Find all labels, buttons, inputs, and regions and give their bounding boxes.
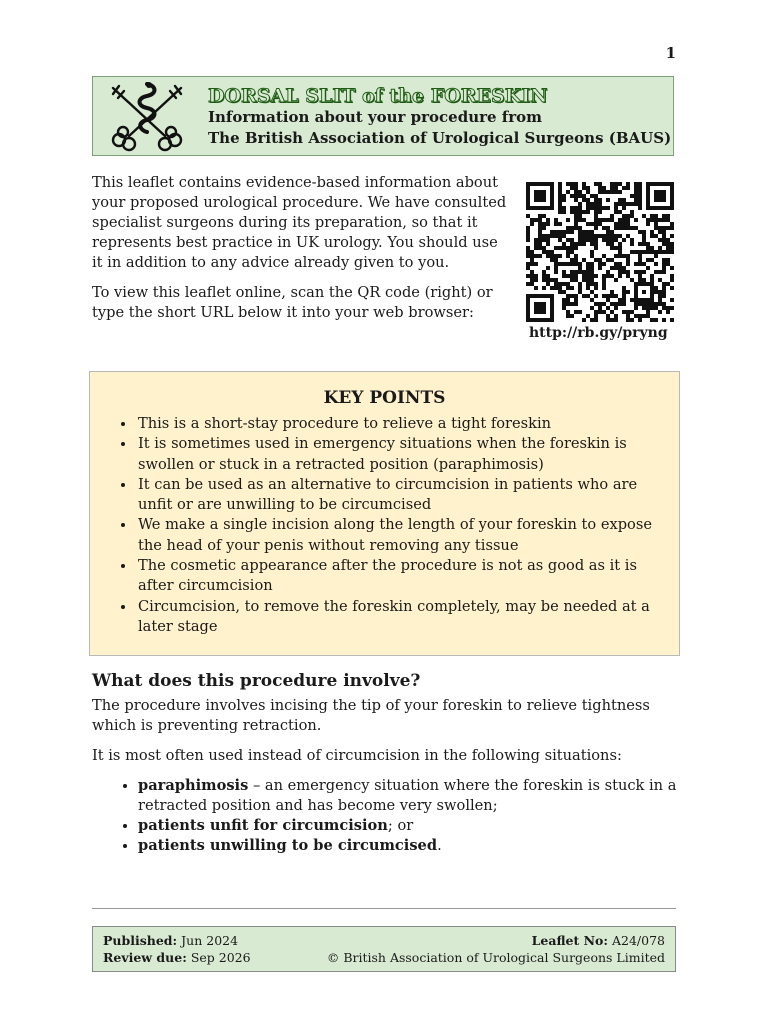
key-point-item: • It is sometimes used in emergency situations when the foreskin is swollen or stuck in a retracted position (paraphimosis) — [136, 434, 659, 475]
situation-description: . — [437, 837, 442, 854]
review-date: Sep 2026 — [190, 950, 251, 965]
key-point-item: • We make a single incision along the length of your foreskin to expose the head of your penis without removing any tissue — [136, 515, 659, 556]
short-url-link[interactable]: http://rb.gy/pryng — [529, 325, 668, 341]
intro-paragraph-1: This leaflet contains evidence-based information about your proposed urological procedure. We have consulted specialist surgeons during its preparation, so that it represents best practice in UK urology. You should use it in addition to any advice already given to you. — [92, 174, 507, 271]
document-title: DORSAL SLIT of the FORESKIN — [208, 85, 548, 107]
situation-description: ; or — [387, 817, 414, 834]
review-label: Review due: — [103, 950, 187, 965]
situations-list — [92, 776, 682, 856]
situation-term: paraphimosis — [138, 777, 249, 794]
situation-item — [138, 836, 682, 856]
key-points-list — [90, 414, 679, 637]
key-point-item: • The cosmetic appearance after the procedure is not as good as it is after circumcision — [136, 556, 659, 597]
intro-paragraph-2: To view this leaflet online, scan the QR code (right) or type the short URL below it into your web browser: — [92, 284, 493, 321]
footer-dates — [103, 932, 251, 966]
section-heading: What does this procedure involve? — [92, 671, 421, 691]
situation-item — [138, 776, 682, 816]
document-subtitle-line1: Information about your procedure from — [208, 108, 543, 126]
section-paragraph-1: The procedure involves incising the tip of your foreskin to relieve tightness which is preventing retraction. — [92, 697, 650, 734]
qr-code-icon[interactable] — [526, 182, 674, 322]
baus-logo-icon — [105, 80, 189, 152]
situation-term: patients unfit for circumcision — [138, 817, 388, 834]
published-date: Jun 2024 — [181, 933, 239, 948]
key-point-item: • It can be used as an alternative to circumcision in patients who are unfit or are unwilling to be circumcised — [136, 475, 659, 516]
footer-leaflet-info — [327, 932, 665, 966]
header-banner — [92, 76, 674, 156]
situation-item — [138, 816, 682, 836]
situation-term: patients unwilling to be circumcised — [138, 837, 438, 854]
footer-divider — [92, 908, 676, 909]
copyright-notice: © British Association of Urological Surgeons Limited — [326, 950, 665, 965]
document-subtitle-line2: The British Association of Urological Surgeons (BAUS) — [208, 129, 672, 147]
page-number: 1 — [665, 44, 676, 62]
footer-box — [92, 926, 676, 972]
section-paragraph-2: It is most often used instead of circumcision in the following situations: — [92, 747, 622, 764]
key-point-item: • Circumcision, to remove the foreskin completely, may be needed at a later stage — [136, 597, 659, 638]
published-label: Published: — [103, 933, 178, 948]
situation-description: – an emergency situation where the foreskin is stuck in a retracted position and has become very swollen; — [138, 777, 677, 814]
key-points-box — [89, 371, 680, 656]
leaflet-number: A24/078 — [611, 933, 665, 948]
key-point-item: • This is a short-stay procedure to relieve a tight foreskin — [136, 414, 659, 434]
leaflet-number-label: Leaflet No: — [531, 933, 608, 948]
key-points-title: KEY POINTS — [323, 388, 446, 408]
intro-text — [92, 173, 512, 333]
procedure-section — [92, 670, 682, 856]
